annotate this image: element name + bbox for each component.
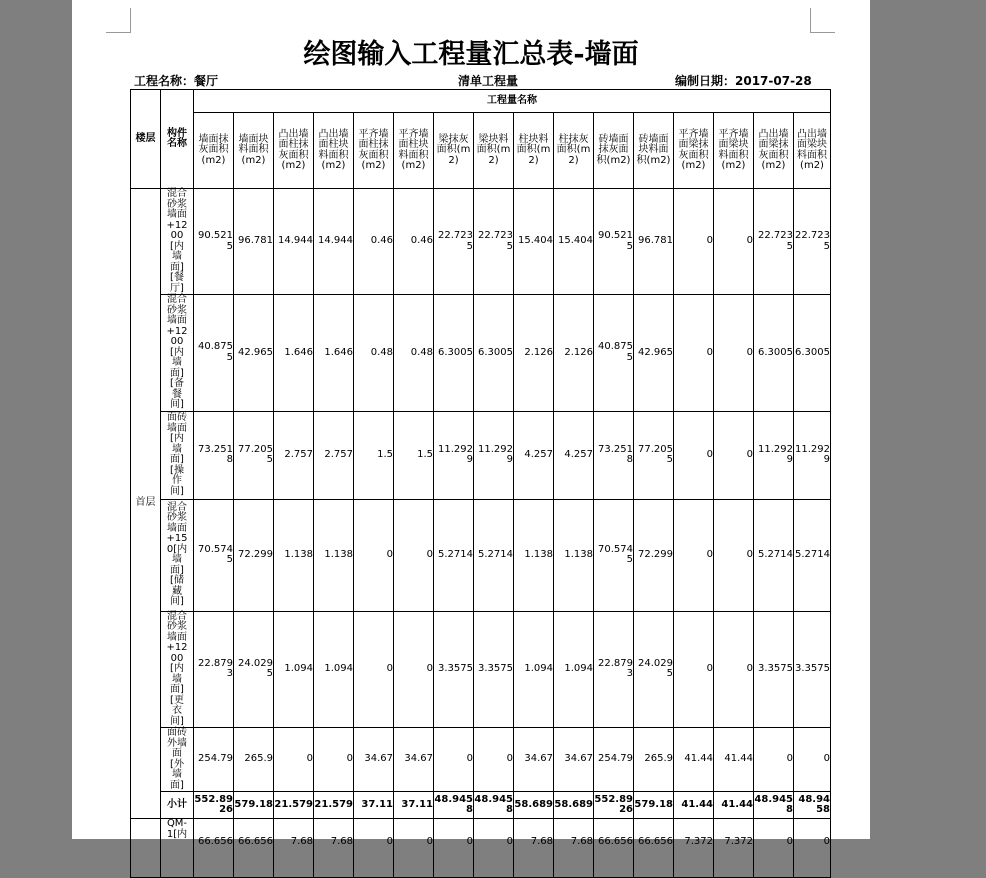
value-cell: 77.2055 xyxy=(634,411,674,499)
value-cell: 0.46 xyxy=(394,189,434,295)
value-cell: 1.138 xyxy=(514,499,554,611)
column-header: 梁块料面积(m2) xyxy=(474,113,514,189)
value-cell: 7.372 xyxy=(674,819,714,878)
column-header: 凸出墙面梁块料面积(m2) xyxy=(794,113,831,189)
column-header: 平齐墙面柱块料面积(m2) xyxy=(394,113,434,189)
subtotal-value-cell: 552.8926 xyxy=(194,792,234,819)
floor-column-header: 楼层 xyxy=(131,90,161,189)
value-cell: 0 xyxy=(434,728,474,792)
value-cell: 0 xyxy=(394,611,434,728)
quantity-table xyxy=(130,89,831,878)
column-header: 砖墙面抹灰面积(m2) xyxy=(594,113,634,189)
column-header: 墙面抹灰面积(m2) xyxy=(194,113,234,189)
value-cell: 11.2929 xyxy=(754,411,794,499)
subtotal-value-cell: 21.579 xyxy=(314,792,354,819)
value-cell: 66.656 xyxy=(594,819,634,878)
column-header: 凸出墙面柱抹灰面积(m2) xyxy=(274,113,314,189)
subtotal-value-cell: 552.8926 xyxy=(594,792,634,819)
value-cell: 3.3575 xyxy=(474,611,514,728)
value-cell: 5.2714 xyxy=(794,499,831,611)
value-cell: 73.2518 xyxy=(594,411,634,499)
value-cell: 7.68 xyxy=(314,819,354,878)
column-header: 凸出墙面梁抹灰面积(m2) xyxy=(754,113,794,189)
value-cell: 34.67 xyxy=(394,728,434,792)
value-cell: 42.965 xyxy=(634,295,674,412)
value-cell: 0 xyxy=(674,295,714,412)
document-page xyxy=(72,0,870,847)
value-cell: 1.094 xyxy=(274,611,314,728)
value-cell: 11.2929 xyxy=(474,411,514,499)
value-cell: 41.44 xyxy=(674,728,714,792)
column-header: 平齐墙面梁抹灰面积(m2) xyxy=(674,113,714,189)
value-cell: 22.7235 xyxy=(754,189,794,295)
value-cell: 0 xyxy=(714,295,754,412)
table-row xyxy=(131,728,831,792)
report-title: 绘图输入工程量汇总表-墙面 xyxy=(303,39,639,70)
value-cell: 1.094 xyxy=(514,611,554,728)
value-cell: 0 xyxy=(714,499,754,611)
quantity-category: 清单工程量 xyxy=(458,74,519,88)
value-cell: 3.3575 xyxy=(434,611,474,728)
crop-mark-top-right xyxy=(810,8,835,33)
column-header: 柱抹灰面积(m2) xyxy=(554,113,594,189)
value-cell: 34.67 xyxy=(354,728,394,792)
table-row xyxy=(131,819,831,878)
subtotal-value-cell: 41.44 xyxy=(714,792,754,819)
column-header: 平齐墙面梁块料面积(m2) xyxy=(714,113,754,189)
subtotal-value-cell: 48.9458 xyxy=(754,792,794,819)
value-cell: 3.3575 xyxy=(754,611,794,728)
subtotal-value-cell: 58.689 xyxy=(554,792,594,819)
value-cell: 3.3575 xyxy=(794,611,831,728)
column-header: 砖墙面块料面积(m2) xyxy=(634,113,674,189)
value-cell: 2.126 xyxy=(554,295,594,412)
value-cell: 70.5745 xyxy=(594,499,634,611)
value-cell: 14.944 xyxy=(274,189,314,295)
value-cell: 0.48 xyxy=(394,295,434,412)
value-cell: 1.646 xyxy=(274,295,314,412)
value-cell: 0 xyxy=(674,189,714,295)
value-cell: 70.5745 xyxy=(194,499,234,611)
component-name-cell: 混合砂浆墙面+1200[内墙面][更衣间] xyxy=(161,611,194,728)
table-row xyxy=(131,499,831,611)
value-cell: 0 xyxy=(674,499,714,611)
value-cell: 1.5 xyxy=(354,411,394,499)
table-row xyxy=(131,611,831,728)
value-cell: 66.656 xyxy=(234,819,274,878)
value-cell: 0 xyxy=(754,728,794,792)
value-cell: 42.965 xyxy=(234,295,274,412)
value-cell: 22.7235 xyxy=(474,189,514,295)
value-cell: 41.44 xyxy=(714,728,754,792)
component-name-cell: 混合砂浆墙面+1200[内墙面][备餐间] xyxy=(161,295,194,412)
value-cell: 0 xyxy=(354,499,394,611)
value-cell: 14.944 xyxy=(314,189,354,295)
column-header: 平齐墙面柱抹灰面积(m2) xyxy=(354,113,394,189)
value-cell: 0 xyxy=(754,819,794,878)
table-row xyxy=(131,411,831,499)
value-cell: 73.2518 xyxy=(194,411,234,499)
value-cell: 0 xyxy=(714,411,754,499)
value-cell: 1.138 xyxy=(554,499,594,611)
value-cell: 7.68 xyxy=(274,819,314,878)
table-row xyxy=(131,189,831,295)
value-cell: 66.656 xyxy=(634,819,674,878)
value-cell: 0 xyxy=(674,411,714,499)
value-cell: 0 xyxy=(474,819,514,878)
floor-cell xyxy=(131,819,161,878)
value-cell: 2.757 xyxy=(314,411,354,499)
project-name: 工程名称：餐厅 xyxy=(134,74,219,88)
value-cell: 0 xyxy=(394,499,434,611)
subtotal-value-cell: 21.579 xyxy=(274,792,314,819)
value-cell: 11.2929 xyxy=(434,411,474,499)
value-cell: 22.8793 xyxy=(194,611,234,728)
value-cell: 0 xyxy=(794,819,831,878)
value-cell: 7.68 xyxy=(514,819,554,878)
subtotal-value-cell: 37.11 xyxy=(354,792,394,819)
value-cell: 265.9 xyxy=(234,728,274,792)
value-cell: 34.67 xyxy=(514,728,554,792)
value-cell: 7.372 xyxy=(714,819,754,878)
floor-cell: 首层 xyxy=(131,189,161,819)
subtotal-value-cell: 48.9458 xyxy=(434,792,474,819)
value-cell: 24.0295 xyxy=(634,611,674,728)
component-name-cell: 面砖外墙面[外墙面] xyxy=(161,728,194,792)
value-cell: 0 xyxy=(674,611,714,728)
quantity-group-header: 工程量名称 xyxy=(194,90,831,113)
value-cell: 0 xyxy=(314,728,354,792)
component-column-header: 构件名称 xyxy=(161,90,194,189)
value-cell: 265.9 xyxy=(634,728,674,792)
value-cell: 6.3005 xyxy=(754,295,794,412)
value-cell: 22.7235 xyxy=(794,189,831,295)
value-cell: 90.5215 xyxy=(194,189,234,295)
value-cell: 0.48 xyxy=(354,295,394,412)
value-cell: 2.757 xyxy=(274,411,314,499)
subtotal-label: 小计 xyxy=(161,792,194,819)
value-cell: 4.257 xyxy=(514,411,554,499)
column-header: 梁抹灰面积(m2) xyxy=(434,113,474,189)
value-cell: 5.2714 xyxy=(474,499,514,611)
value-cell: 22.7235 xyxy=(434,189,474,295)
column-header: 柱块料面积(m2) xyxy=(514,113,554,189)
subtotal-value-cell: 579.18 xyxy=(234,792,274,819)
value-cell: 24.0295 xyxy=(234,611,274,728)
value-cell: 1.5 xyxy=(394,411,434,499)
value-cell: 0.46 xyxy=(354,189,394,295)
column-header: 墙面块料面积(m2) xyxy=(234,113,274,189)
value-cell: 77.2055 xyxy=(234,411,274,499)
value-cell: 1.094 xyxy=(314,611,354,728)
value-cell: 1.138 xyxy=(274,499,314,611)
value-cell: 6.3005 xyxy=(474,295,514,412)
component-name-cell: 面砖墙面[内墙面][操作间] xyxy=(161,411,194,499)
value-cell: 0 xyxy=(394,819,434,878)
value-cell: 0 xyxy=(354,611,394,728)
value-cell: 40.8755 xyxy=(594,295,634,412)
value-cell: 7.68 xyxy=(554,819,594,878)
component-name-cell: 混合砂浆墙面+150[内墙面][储藏间] xyxy=(161,499,194,611)
value-cell: 15.404 xyxy=(554,189,594,295)
value-cell: 2.126 xyxy=(514,295,554,412)
value-cell: 254.79 xyxy=(594,728,634,792)
value-cell: 72.299 xyxy=(634,499,674,611)
component-name-cell: QM-1[内 xyxy=(161,819,194,878)
value-cell: 96.781 xyxy=(234,189,274,295)
column-header: 凸出墙面柱块料面积(m2) xyxy=(314,113,354,189)
value-cell: 0 xyxy=(354,819,394,878)
value-cell: 66.656 xyxy=(194,819,234,878)
value-cell: 1.646 xyxy=(314,295,354,412)
value-cell: 0 xyxy=(434,819,474,878)
value-cell: 4.257 xyxy=(554,411,594,499)
crop-mark-top-left xyxy=(106,8,131,33)
subtotal-value-cell: 48.9458 xyxy=(794,792,831,819)
value-cell: 0 xyxy=(794,728,831,792)
value-cell: 6.3005 xyxy=(794,295,831,412)
value-cell: 34.67 xyxy=(554,728,594,792)
value-cell: 6.3005 xyxy=(434,295,474,412)
subtotal-value-cell: 58.689 xyxy=(514,792,554,819)
value-cell: 0 xyxy=(474,728,514,792)
value-cell: 1.094 xyxy=(554,611,594,728)
value-cell: 5.2714 xyxy=(754,499,794,611)
value-cell: 5.2714 xyxy=(434,499,474,611)
value-cell: 0 xyxy=(274,728,314,792)
subtotal-value-cell: 37.11 xyxy=(394,792,434,819)
value-cell: 0 xyxy=(714,189,754,295)
value-cell: 90.5215 xyxy=(594,189,634,295)
value-cell: 96.781 xyxy=(634,189,674,295)
value-cell: 11.2929 xyxy=(794,411,831,499)
table-row xyxy=(131,295,831,412)
value-cell: 22.8793 xyxy=(594,611,634,728)
component-name-cell: 混合砂浆墙面+1200[内墙面][餐厅] xyxy=(161,189,194,295)
compile-date: 编制日期：2017-07-28 xyxy=(675,74,812,88)
value-cell: 40.8755 xyxy=(194,295,234,412)
value-cell: 0 xyxy=(714,611,754,728)
value-cell: 15.404 xyxy=(514,189,554,295)
value-cell: 254.79 xyxy=(194,728,234,792)
subtotal-row xyxy=(131,792,831,819)
subtotal-value-cell: 579.18 xyxy=(634,792,674,819)
value-cell: 1.138 xyxy=(314,499,354,611)
subtotal-value-cell: 48.9458 xyxy=(474,792,514,819)
subtotal-value-cell: 41.44 xyxy=(674,792,714,819)
value-cell: 72.299 xyxy=(234,499,274,611)
